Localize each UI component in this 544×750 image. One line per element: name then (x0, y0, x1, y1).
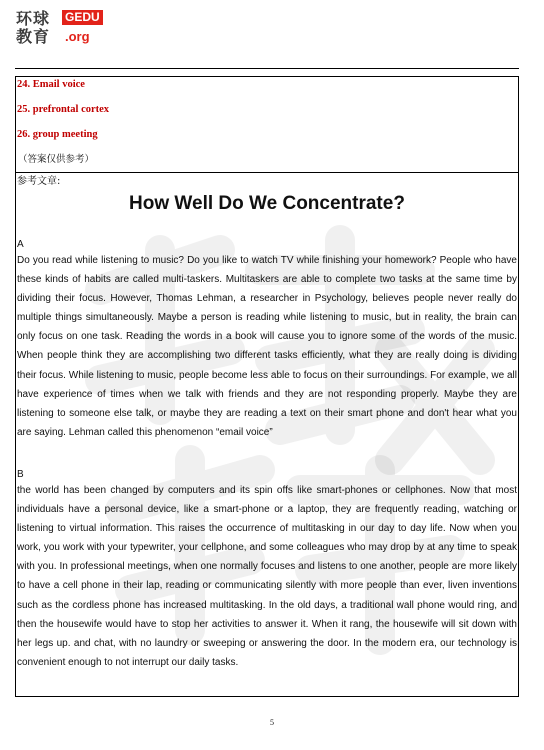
reference-label: 参考文章: (17, 176, 61, 187)
logo-cn-line1: 环球 (16, 9, 51, 28)
answer-item: 24. Email voice (17, 79, 85, 90)
answer-item: 26. group meeting (17, 129, 98, 140)
page-number: 5 (270, 718, 274, 727)
logo-domain: .org (65, 29, 90, 44)
answer-note: （答案仅供参考） (18, 154, 95, 165)
gedu-logo (16, 9, 100, 46)
section-a-paragraph: Do you read while listening to music? Do you like to watch TV while finishing your homework? People who have these kinds of habits are called multi-taskers. Multitaskers are able to complete two tasks at the same time by dividing their focus. However, Thomas Lehman, a researcher in Psychology, believes people never really do multiple things simultaneously. Maybe a person is reading while listening to music, but in reality, the brain can only focus on one task. Reading the words in a book will cause you to ignore some of the words of the music. When people think they are accomplishing two different tasks efficiently, what they are really doing is dividing their focus. While listening to music, people become less able to focus on their surroundings. For example, we all have experience of times when we talk with friends and they are not responding properly. Maybe they are listening to someone else talk, or maybe they are reading a text on their smart phone and don't hear what you are saying. Lehman called this phenomenon “email voice” (17, 255, 517, 438)
answer-item: 25. prefrontal cortex (17, 104, 110, 115)
logo-brand: GEDU (62, 10, 103, 25)
section-b-paragraph: the world has been changed by computers and its spin offs like smart-phones or cellphones. Now that most individuals have a personal device, like a smart-phone or a laptop, they are frequently reading, watching or listening to virtual information. This raises the occurrence of multitasking in our day to day life. Now when you work, you work with your typewriter, your cellphone, and some colleagues who may drop by at any time to speak with you. In professional meetings, when one normally focuses and listens to one another, people are more likely to have a cell phone in their lap, reading or communicating silently with more people than ever, liven inventions such as the cordless phone has increased multitasking. In the old days, a traditional wall phone would ring, and then the housewife would have to stop her activities to answer it. When it rang, the housewife will sit down with her legs up. and chat, with no laundry or sweeping or answering the door. In the modern era, our technology is convenient enough to not interrupt our daily tasks. (17, 485, 517, 668)
header-rule (15, 68, 519, 69)
section-a-label: A (17, 239, 24, 250)
article-title: How Well Do We Concentrate? (129, 193, 405, 214)
logo-cn-line2: 教育 (16, 27, 51, 46)
section-b-label: B (17, 469, 24, 480)
